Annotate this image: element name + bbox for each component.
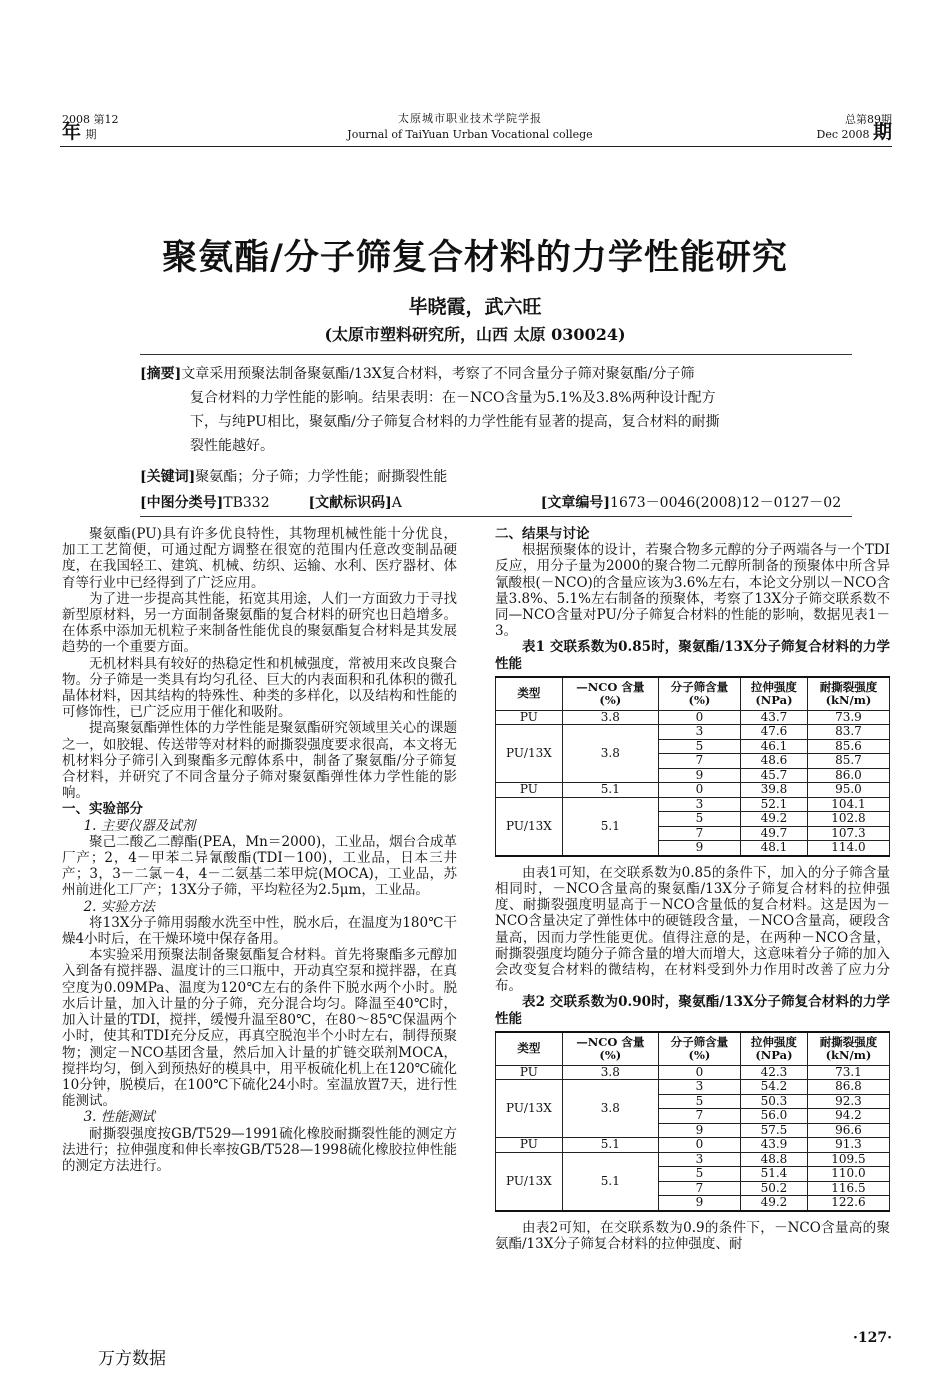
journal-name-cn: 太原城市职业技术学院学报 xyxy=(398,112,542,125)
header-rule xyxy=(60,146,892,147)
table-cell: 86.0 xyxy=(807,768,889,783)
paragraph: 根据预聚体的设计，若聚合物多元醇的分子两端各与一个TDI反应，用分子量为2000的聚合物二元醇所制备的预聚体中所含异氰酸根(－NCO)的含量应该为3.6%左右，本论文分别以－NCO含量3.8%、5.1%左右制备的预聚体，考察了13X分子筛交联系数不同—NCO含量对PU/分子筛复合材料的性能的影响，数据见表1－3。 xyxy=(495,542,890,640)
table-cell: 49.2 xyxy=(740,1196,807,1211)
table-cell-type: PU xyxy=(496,1138,563,1153)
paragraph: 无机材料具有较好的热稳定性和机械强度，常被用来改良聚合物。分子筛是一类具有均匀孔径、巨大的内表面积和孔体积的微孔晶体材料，因其结构的特殊性、种类的多样化，以及结构和性能的可修饰性，已广泛应用于催化和吸附。 xyxy=(62,655,457,721)
table-cell-nco: 5.1 xyxy=(562,783,658,798)
data-table-2 xyxy=(495,1031,890,1212)
table-cell: 9 xyxy=(658,1196,740,1211)
table-cell: 50.2 xyxy=(740,1181,807,1196)
table-cell: 46.1 xyxy=(740,739,807,754)
watermark: 万方数据 xyxy=(98,1349,166,1369)
table-cell: 96.6 xyxy=(807,1123,889,1138)
table-header-cell: 分子筛含量 (%) xyxy=(658,677,740,711)
doc-code-value: A xyxy=(391,495,402,511)
paragraph: 由表1可知，在交联系数为0.85的条件下，加入的分子筛含量相同时，－NCO含量高的聚氨酯/13X分子筛复合材料的拉伸强度、耐撕裂强度明显高于－NCO含量低的复合材料。这是因为－NCO含量决定了弹性体中的硬链段含量，－NCO含量高，硬段含量高，因而力学性能更优。值得注意的是，在两种－NCO含量，耐撕裂强度均随分子筛含量的增大而增大，这意味着分子筛的加入会改变复合材料的微结构，在材料受到外力作用时改善了应力分布。 xyxy=(495,864,890,995)
table-cell: 107.3 xyxy=(807,826,889,841)
table-cell: 51.4 xyxy=(740,1167,807,1182)
table-row xyxy=(496,710,890,725)
table-cell: 73.9 xyxy=(807,710,889,725)
table-cell: 0 xyxy=(658,1138,740,1153)
journal-name-en: Journal of TaiYuan Urban Vocational college xyxy=(347,128,593,141)
table-cell: 122.6 xyxy=(807,1196,889,1211)
table-cell: 104.1 xyxy=(807,797,889,812)
clc-label: [中图分类号] xyxy=(140,495,224,511)
table-cell-type: PU xyxy=(496,1065,563,1080)
table-cell: 9 xyxy=(658,841,740,856)
header-issue-left xyxy=(62,113,119,141)
keywords xyxy=(140,466,855,486)
table-cell: 86.8 xyxy=(807,1080,889,1095)
table-cell: 52.1 xyxy=(740,797,807,812)
abstract-top-rule xyxy=(140,354,852,355)
paper-authors: 毕晓霞，武六旺 xyxy=(408,296,542,318)
table-cell-type: PU/13X xyxy=(496,1080,563,1138)
table-cell: 83.7 xyxy=(807,725,889,740)
article-number-label: [文章编号] xyxy=(540,495,611,511)
header-issue-right xyxy=(817,113,893,141)
table-cell: 7 xyxy=(658,754,740,769)
right-column xyxy=(495,526,890,1252)
header-date: Dec 2008 xyxy=(816,128,870,141)
table-cell: 3 xyxy=(658,1080,740,1095)
paragraph: 本实验采用预聚法制备聚氨酯复合材料。首先将聚酯多元醇加入到备有搅拌器、温度计的三口瓶中，开动真空泵和搅拌器，在真空度为0.09MPa、温度为120℃左右的条件下脱水两个小时。脱水后计量，加入计量的分子筛，充分混合均匀。降温至40℃时，加入计量的TDI，搅拌，缓慢升温至80℃，在80～85℃保温两个小时，使其和TDI充分反应，再真空脱泡半个小时左右，制得预聚物；测定－NCO基团含量，然后加入计量的扩链交联剂MOCA，搅拌均匀，倒入到预热好的模具中，用平板硫化机上在120℃硫化10分钟，脱模后，在100℃下硫化24小时。室温放置7天，进行性能测试。 xyxy=(62,947,457,1110)
classification-line xyxy=(140,492,855,512)
table-caption: 表2 交联系数为0.90时，聚氨酯/13X分子筛复合材料的力学性能 xyxy=(495,994,890,1027)
table-cell-nco: 5.1 xyxy=(562,1152,658,1211)
table-cell: 3 xyxy=(658,1152,740,1167)
paragraph: 提高聚氨酯弹性体的力学性能是聚氨酯研究领域里关心的课题之一，如胶辊、传送带等对材料的耐撕裂强度要求很高，本文将无机材料分子筛引入到聚酯多元醇体系中，制备了聚氨酯/分子筛复合材料，并研究了不同含量分子筛对聚氨酯弹性体力学性能的影响。 xyxy=(62,720,457,802)
data-table-1 xyxy=(495,676,890,857)
subsection-heading: 3. 性能测试 xyxy=(83,1109,155,1126)
header-year-char: 年 xyxy=(62,121,83,143)
table-header-cell: 分子筛含量 (%) xyxy=(658,1032,740,1066)
table-row xyxy=(496,1065,890,1080)
table-header-cell: 拉伸强度 (NPa) xyxy=(740,1032,807,1066)
table-header-cell: —NCO 含量 (%) xyxy=(562,677,658,711)
table-cell: 94.2 xyxy=(807,1109,889,1124)
table-cell: 42.3 xyxy=(740,1065,807,1080)
table-cell-type: PU xyxy=(496,783,563,798)
left-column xyxy=(62,526,457,1174)
journal-header xyxy=(300,111,640,143)
article-number-value: 1673－0046(2008)12－0127－02 xyxy=(610,495,842,511)
header-total: 总第89期 xyxy=(845,113,892,126)
table-cell: 50.3 xyxy=(740,1094,807,1109)
paper-affiliation: (太原市塑料研究所，山西 太原 030024) xyxy=(324,325,626,344)
table-cell-nco: 3.8 xyxy=(562,1080,658,1138)
table-row xyxy=(496,725,890,740)
table-row xyxy=(496,1152,890,1167)
table-cell: 48.1 xyxy=(740,841,807,856)
table-cell: 5 xyxy=(658,739,740,754)
table-header-cell: —NCO 含量 (%) xyxy=(562,1032,658,1066)
header-qi-big: 期 xyxy=(872,121,892,143)
table-cell: 92.3 xyxy=(807,1094,889,1109)
table-row xyxy=(496,1138,890,1153)
abstract-line: 文章采用预聚法制备聚氨酯/13X复合材料，考察了不同含量分子筛对聚氨酯/分子筛 xyxy=(181,366,695,382)
table-cell-type: PU/13X xyxy=(496,797,563,856)
table-header-row xyxy=(496,677,890,711)
paragraph: 为了进一步提高其性能，拓宽其用途，人们一方面致力于寻找新型原材料，另一方面制备聚氨酯的复合材料的研究也日趋增多。在体系中添加无机粒子来制备性能优良的聚氨酯复合材料是其发展趋势的一个重要方面。 xyxy=(62,590,457,656)
table-header-cell: 耐撕裂强度 (kN/m) xyxy=(807,677,889,711)
section-heading: 一、实验部分 xyxy=(62,801,143,818)
paragraph: 将13X分子筛用弱酸水洗至中性，脱水后，在温度为180℃干燥4小时后，在干燥环境中保存备用。 xyxy=(62,914,457,948)
table-cell: 3 xyxy=(658,725,740,740)
table-cell-type: PU/13X xyxy=(496,725,563,783)
table-cell: 54.2 xyxy=(740,1080,807,1095)
table-cell: 49.2 xyxy=(740,812,807,827)
table-cell: 56.0 xyxy=(740,1109,807,1124)
table-row xyxy=(496,1080,890,1095)
table-cell: 7 xyxy=(658,1181,740,1196)
table-cell: 0 xyxy=(658,783,740,798)
clc-value: TB332 xyxy=(223,495,270,511)
table-cell-nco: 3.8 xyxy=(562,725,658,783)
table-header-cell: 类型 xyxy=(496,677,563,711)
table-caption: 表1 交联系数为0.85时，聚氨酯/13X分子筛复合材料的力学性能 xyxy=(495,639,890,672)
table-cell: 39.8 xyxy=(740,783,807,798)
table-cell: 85.7 xyxy=(807,754,889,769)
abstract-bottom-rule xyxy=(140,516,852,517)
section-heading: 二、结果与讨论 xyxy=(495,526,590,542)
table-cell: 5 xyxy=(658,1167,740,1182)
table-row xyxy=(496,797,890,812)
paragraph: 耐撕裂强度按GB/T529—1991硫化橡胶耐撕裂性能的测定方法进行；拉伸强度和伸长率按GB/T528—1998硫化橡胶拉伸性能的测定方法进行。 xyxy=(62,1125,457,1174)
abstract-line: 下，与纯PU相比，聚氨酯/分子筛复合材料的力学性能有显著的提高，复合材料的耐撕 xyxy=(190,414,720,430)
table-cell-type: PU xyxy=(496,710,563,725)
table-cell: 7 xyxy=(658,826,740,841)
table-cell: 0 xyxy=(658,1065,740,1080)
subsection-heading: 2. 实验方法 xyxy=(83,898,155,915)
table-cell: 48.8 xyxy=(740,1152,807,1167)
table-header-row xyxy=(496,1032,890,1066)
table-cell: 0 xyxy=(658,710,740,725)
table-cell: 5 xyxy=(658,1094,740,1109)
doc-code-label: [文献标识码] xyxy=(308,495,392,511)
abstract-line: 复合材料的力学性能的影响。结果表明：在－NCO含量为5.1%及3.8%两种设计配方 xyxy=(190,390,716,406)
table-cell: 45.7 xyxy=(740,768,807,783)
abstract-line: 裂性能越好。 xyxy=(190,438,274,454)
table-cell: 49.7 xyxy=(740,826,807,841)
table-header-cell: 类型 xyxy=(496,1032,563,1066)
table-cell: 9 xyxy=(658,768,740,783)
page-number: ·127· xyxy=(853,1330,892,1346)
subsection-heading: 1. 主要仪器及试剂 xyxy=(83,817,196,834)
table-cell: 3 xyxy=(658,797,740,812)
header-issue: 第12 xyxy=(93,113,119,126)
table-cell-nco: 5.1 xyxy=(562,1138,658,1153)
table-cell-nco: 3.8 xyxy=(562,710,658,725)
table-cell-type: PU/13X xyxy=(496,1152,563,1211)
table-cell: 116.5 xyxy=(807,1181,889,1196)
table-cell: 57.5 xyxy=(740,1123,807,1138)
table-cell: 43.9 xyxy=(740,1138,807,1153)
table-cell: 114.0 xyxy=(807,841,889,856)
abstract-label: [摘要] xyxy=(140,366,182,382)
table-cell: 43.7 xyxy=(740,710,807,725)
table-header-cell: 拉伸强度 (NPa) xyxy=(740,677,807,711)
paragraph: 聚己二酸乙二醇酯(PEA，Mn＝2000)，工业品，烟台合成革厂产；2，4－甲苯二异氰酸酯(TDI－100)，工业品，日本三井产；3，3－二氯－4，4－二氨基二苯甲烷(MOCA)，工业品，苏州前进化工厂产；13X分子筛，平均粒径为2.5μm，工业品。 xyxy=(62,833,457,899)
table-cell: 48.6 xyxy=(740,754,807,769)
table-cell: 110.0 xyxy=(807,1167,889,1182)
table-cell: 7 xyxy=(658,1109,740,1124)
abstract xyxy=(140,362,855,458)
paragraph: 聚氨酯(PU)具有许多优良特性，其物理机械性能十分优良，加工工艺简便，可通过配方调整在很宽的范围内任意改变制品硬度，在我国轻工、建筑、机械、纺织、运输、水利、医疗器材、体育等行业中已经得到了广泛应用。 xyxy=(62,526,457,591)
table-cell: 85.6 xyxy=(807,739,889,754)
table-cell: 95.0 xyxy=(807,783,889,798)
table-cell: 91.3 xyxy=(807,1138,889,1153)
table-header-cell: 耐撕裂强度 (kN/m) xyxy=(807,1032,889,1066)
keywords-label: [关键词] xyxy=(140,469,196,485)
table-cell: 109.5 xyxy=(807,1152,889,1167)
paper-title: 聚氨酯/分子筛复合材料的力学性能研究 xyxy=(162,237,788,278)
table-cell-nco: 5.1 xyxy=(562,797,658,856)
header-qi: 期 xyxy=(85,128,97,141)
table-row xyxy=(496,783,890,798)
table-cell: 9 xyxy=(658,1123,740,1138)
keywords-text: 聚氨酯；分子筛；力学性能；耐撕裂性能 xyxy=(195,469,448,485)
table-cell: 5 xyxy=(658,812,740,827)
table-cell: 73.1 xyxy=(807,1065,889,1080)
table-cell: 102.8 xyxy=(807,812,889,827)
header-year: 2008 xyxy=(62,113,90,126)
table-cell: 47.6 xyxy=(740,725,807,740)
paragraph: 由表2可知，在交联系数为0.9的条件下，－NCO含量高的聚氨酯/13X分子筛复合材料的拉伸强度、耐 xyxy=(495,1219,890,1253)
table-cell-nco: 3.8 xyxy=(562,1065,658,1080)
